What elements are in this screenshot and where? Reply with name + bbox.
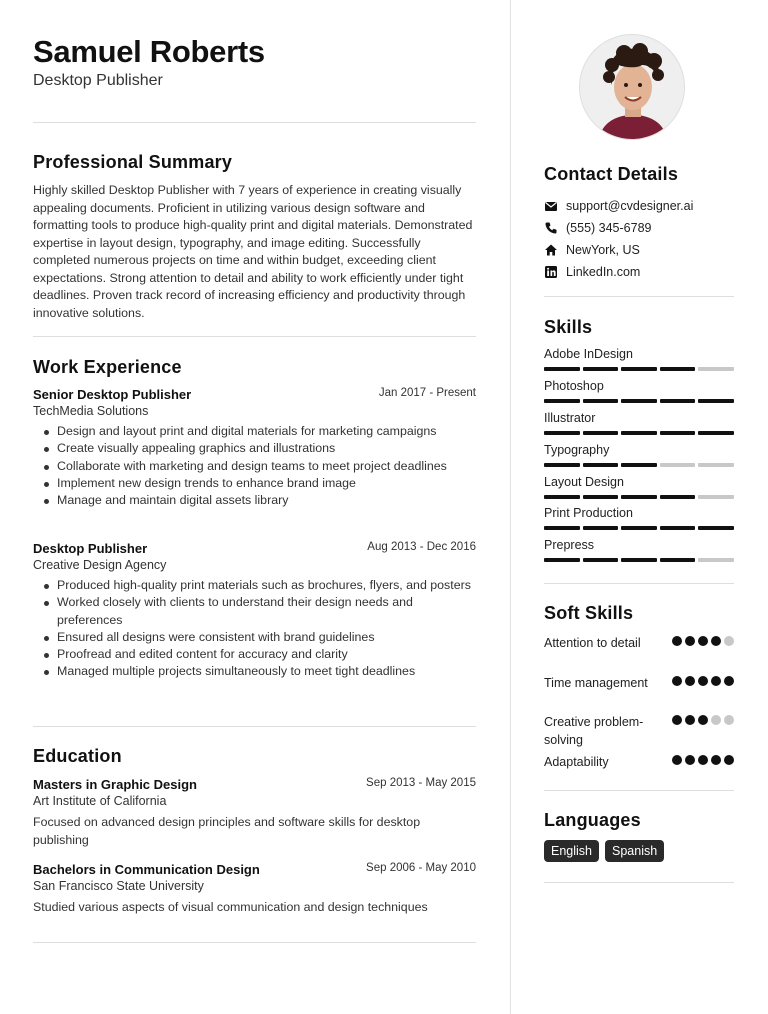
skill-level-segment [544, 367, 580, 371]
language-tag: English [544, 840, 599, 862]
bullet-item: Collaborate with marketing and design teams to meet project deadlines [33, 458, 476, 475]
skill-level-segment [698, 526, 734, 530]
rating-dot [672, 636, 682, 646]
soft-skill-rating [672, 755, 734, 765]
rating-dot [698, 676, 708, 686]
skill-level-bar [544, 431, 734, 435]
soft-skill-name: Creative problem-solving [544, 715, 644, 747]
languages-list [544, 840, 664, 862]
candidate-title: Desktop Publisher [33, 72, 163, 89]
skill-item [544, 411, 734, 435]
degree: Masters in Graphic Design [33, 777, 197, 792]
candidate-name: Samuel Roberts [33, 34, 265, 69]
skill-level-segment [583, 463, 619, 467]
contact-email-text: support@cvdesigner.ai [566, 199, 694, 213]
rating-dot [698, 636, 708, 646]
rating-dot [698, 715, 708, 725]
skill-name: Adobe InDesign [544, 347, 633, 361]
divider [544, 583, 734, 584]
skill-level-bar [544, 367, 734, 371]
skill-level-segment [698, 399, 734, 403]
rating-dot [685, 715, 695, 725]
skill-level-segment [544, 526, 580, 530]
skill-level-segment [660, 558, 696, 562]
divider [33, 336, 476, 337]
skill-level-segment [583, 399, 619, 403]
rating-dot [724, 715, 734, 725]
bullet-item: Ensured all designs were consistent with brand guidelines [33, 629, 476, 646]
skill-item [544, 443, 734, 467]
skill-level-segment [698, 367, 734, 371]
skill-level-segment [698, 558, 734, 562]
skill-level-bar [544, 558, 734, 562]
skills-heading: Skills [544, 317, 593, 337]
bullet-item: Produced high-quality print materials such as brochures, flyers, and posters [33, 577, 476, 594]
skill-level-bar [544, 399, 734, 403]
skill-item [544, 379, 734, 403]
rating-dot [672, 676, 682, 686]
divider [544, 296, 734, 297]
soft-skill-name: Attention to detail [544, 636, 641, 650]
skill-level-bar [544, 495, 734, 499]
school: San Francisco State University [33, 879, 204, 893]
skill-level-segment [660, 431, 696, 435]
education-description: Focused on advanced design principles and software skills for desktop publishing [33, 815, 421, 847]
skill-level-segment [583, 495, 619, 499]
skill-level-bar [544, 463, 734, 467]
skill-level-segment [544, 399, 580, 403]
contact-heading: Contact Details [544, 164, 679, 184]
skill-name: Typography [544, 443, 610, 457]
skill-level-segment [621, 495, 657, 499]
job-bullets [33, 423, 476, 509]
envelope-icon [544, 199, 558, 213]
skill-item [544, 347, 734, 371]
skill-level-segment [621, 463, 657, 467]
skill-level-segment [698, 431, 734, 435]
contact-linkedin[interactable] [544, 261, 734, 283]
education-entry [33, 776, 476, 849]
skill-level-segment [544, 431, 580, 435]
contact-email[interactable] [544, 195, 734, 217]
job-role: Senior Desktop Publisher [33, 387, 192, 402]
soft-skill-rating [672, 715, 734, 725]
skill-level-bar [544, 526, 734, 530]
rating-dot [698, 755, 708, 765]
skill-name: Print Production [544, 506, 633, 520]
summary-heading: Professional Summary [33, 152, 233, 172]
skill-level-segment [621, 367, 657, 371]
job-entry [33, 386, 476, 509]
skill-level-segment [660, 463, 696, 467]
divider [33, 726, 476, 727]
job-company: TechMedia Solutions [33, 404, 149, 418]
education-entry [33, 861, 476, 917]
soft-skill-name: Time management [544, 676, 648, 690]
skill-item [544, 475, 734, 499]
education-date: Sep 2006 - May 2010 [366, 862, 476, 874]
job-role: Desktop Publisher [33, 541, 148, 556]
skill-level-segment [544, 558, 580, 562]
profile-photo-icon [580, 35, 685, 140]
education-description: Studied various aspects of visual communication and design techniques [33, 900, 428, 914]
rating-dot [711, 755, 721, 765]
skill-item [544, 506, 734, 530]
skill-level-segment [621, 526, 657, 530]
skill-level-segment [660, 367, 696, 371]
school: Art Institute of California [33, 794, 167, 808]
job-entry [33, 540, 476, 681]
skill-level-segment [621, 399, 657, 403]
skill-level-segment [698, 495, 734, 499]
experience-heading: Work Experience [33, 357, 182, 377]
divider [33, 122, 476, 123]
rating-dot [711, 676, 721, 686]
contact-linkedin-text: LinkedIn.com [566, 265, 641, 279]
skill-item [544, 538, 734, 562]
skill-level-segment [544, 463, 580, 467]
rating-dot [711, 636, 721, 646]
soft-skill-rating [672, 676, 734, 686]
divider [544, 790, 734, 791]
divider [33, 942, 476, 943]
summary-text: Highly skilled Desktop Publisher with 7 years of experience in creating visually appealing documents. Proficient in utilizing various design software and formatting tools to produce high-quality print and digital materials. Demonstrated expertise in layout design, typography, and image editing. Successfully completed numerous projects on time and within budget, exceeding client expectations. Strong attention to detail and ability to work efficiently under tight deadlines. Proven track record of increasing efficiency and productivity through innovative solutions. [33, 183, 473, 320]
skill-level-segment [544, 495, 580, 499]
skill-name: Layout Design [544, 475, 624, 489]
job-bullets [33, 577, 476, 681]
education-date: Sep 2013 - May 2015 [366, 777, 476, 789]
job-date: Jan 2017 - Present [378, 387, 476, 399]
rating-dot [685, 636, 695, 646]
bullet-item: Manage and maintain digital assets library [33, 492, 476, 509]
rating-dot [672, 755, 682, 765]
rating-dot [724, 636, 734, 646]
linkedin-icon [544, 265, 558, 279]
skill-level-segment [698, 463, 734, 467]
bullet-item: Managed multiple projects simultaneously to meet tight deadlines [33, 663, 476, 680]
skill-level-segment [621, 558, 657, 562]
skill-level-segment [660, 526, 696, 530]
skill-name: Photoshop [544, 379, 604, 393]
skill-level-segment [660, 495, 696, 499]
job-company: Creative Design Agency [33, 558, 167, 572]
bullet-item: Worked closely with clients to understand their design needs and preferences [33, 594, 476, 629]
soft-skill-item [544, 674, 734, 692]
soft-skills-heading: Soft Skills [544, 603, 634, 623]
skill-name: Prepress [544, 538, 595, 552]
rating-dot [672, 715, 682, 725]
contact-phone-text: (555) 345-6789 [566, 221, 652, 235]
soft-skill-item [544, 753, 734, 771]
skill-level-segment [583, 526, 619, 530]
rating-dot [724, 676, 734, 686]
skill-level-segment [583, 558, 619, 562]
languages-heading: Languages [544, 810, 641, 830]
bullet-item: Implement new design trends to enhance brand image [33, 475, 476, 492]
avatar [579, 34, 685, 140]
degree: Bachelors in Communication Design [33, 862, 260, 877]
skill-level-segment [583, 431, 619, 435]
skill-level-segment [583, 367, 619, 371]
divider [544, 882, 734, 883]
soft-skill-item [544, 634, 734, 652]
home-icon [544, 243, 558, 257]
rating-dot [711, 715, 721, 725]
soft-skill-rating [672, 636, 734, 646]
rating-dot [724, 755, 734, 765]
education-heading: Education [33, 746, 122, 766]
rating-dot [685, 676, 695, 686]
contact-location [544, 239, 734, 261]
language-tag: Spanish [605, 840, 664, 862]
bullet-item: Design and layout print and digital materials for marketing campaigns [33, 423, 476, 440]
contact-phone[interactable] [544, 217, 734, 239]
rating-dot [685, 755, 695, 765]
bullet-item: Create visually appealing graphics and illustrations [33, 440, 476, 457]
bullet-item: Proofread and edited content for accuracy and clarity [33, 646, 476, 663]
soft-skill-item [544, 713, 734, 749]
skill-name: Illustrator [544, 411, 596, 425]
job-date: Aug 2013 - Dec 2016 [367, 541, 476, 553]
skill-level-segment [660, 399, 696, 403]
skill-level-segment [621, 431, 657, 435]
phone-icon [544, 221, 558, 235]
contact-location-text: NewYork, US [566, 243, 640, 257]
soft-skill-name: Adaptability [544, 755, 609, 769]
